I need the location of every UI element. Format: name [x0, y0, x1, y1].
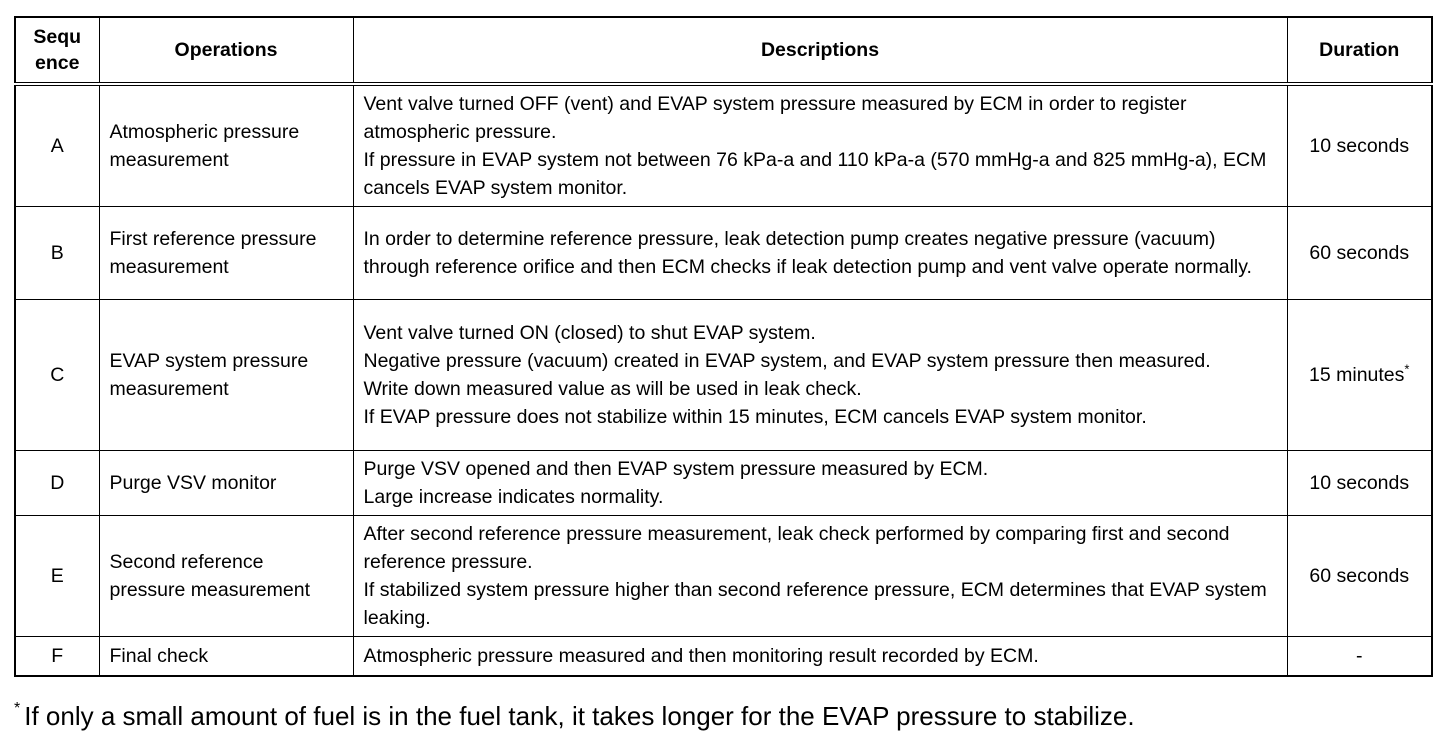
cell-duration: [1287, 207, 1432, 300]
cell-sequence: D: [15, 451, 99, 516]
description-line: Vent valve turned ON (closed) to shut EVAP system.: [363, 322, 816, 344]
duration-value: -: [1356, 645, 1363, 667]
header-sequence: [15, 17, 99, 84]
footnote: [14, 700, 1135, 732]
header-duration: Duration: [1287, 17, 1432, 84]
description-line: If pressure in EVAP system not between 76 kPa-a and 110 kPa-a (570 mmHg-a and 825 mmHg-a), ECM cancels EVAP system monitor.: [363, 149, 1267, 199]
cell-description: [353, 84, 1287, 207]
evap-monitor-table: [14, 16, 1433, 677]
cell-duration: [1287, 451, 1432, 516]
cell-description: [353, 451, 1287, 516]
description-line: Atmospheric pressure measured and then monitoring result recorded by ECM.: [363, 645, 1039, 667]
duration-value: 10 seconds: [1309, 472, 1410, 494]
description-line: In order to determine reference pressure, leak detection pump creates negative pressure (vacuum) through reference orifice and then ECM checks if leak detection pump and vent valve operate normally.: [363, 228, 1252, 278]
table-header-row: [15, 17, 1432, 84]
cell-description: [353, 300, 1287, 451]
description-line: Large increase indicates normality.: [363, 486, 664, 508]
cell-description: [353, 207, 1287, 300]
cell-description: [353, 637, 1287, 677]
table-row: [15, 300, 1432, 451]
cell-duration: [1287, 84, 1432, 207]
table-row: [15, 207, 1432, 300]
footnote-mark: *: [14, 700, 21, 717]
cell-duration: [1287, 637, 1432, 677]
evap-monitor-table-container: [14, 16, 1431, 677]
cell-description: [353, 516, 1287, 637]
duration-value: 15 minutes: [1309, 364, 1405, 386]
table-row: [15, 84, 1432, 207]
table-row: [15, 451, 1432, 516]
cell-operation: Second reference pressure measurement: [99, 516, 353, 637]
footnote-reference-mark: *: [1404, 361, 1410, 377]
cell-duration: [1287, 516, 1432, 637]
table-row: [15, 637, 1432, 677]
duration-value: 60 seconds: [1309, 565, 1410, 587]
description-line: Purge VSV opened and then EVAP system pressure measured by ECM.: [363, 458, 989, 480]
header-operations: Operations: [99, 17, 353, 84]
description-line: Write down measured value as will be used in leak check.: [363, 378, 862, 400]
description-line: If stabilized system pressure higher than second reference pressure, ECM determines that EVAP system leaking.: [363, 579, 1267, 629]
header-descriptions: Descriptions: [353, 17, 1287, 84]
duration-value: 10 seconds: [1309, 135, 1410, 157]
cell-operation: Atmospheric pressure measurement: [99, 84, 353, 207]
description-line: If EVAP pressure does not stabilize within 15 minutes, ECM cancels EVAP system monitor.: [363, 406, 1147, 428]
description-line: After second reference pressure measurement, leak check performed by comparing first and second reference pressure.: [363, 523, 1230, 573]
cell-sequence: C: [15, 300, 99, 451]
description-line: Negative pressure (vacuum) created in EVAP system, and EVAP system pressure then measured.: [363, 350, 1211, 372]
cell-sequence: B: [15, 207, 99, 300]
table-row: [15, 516, 1432, 637]
cell-operation: Purge VSV monitor: [99, 451, 353, 516]
header-sequence-label: Sequ ence: [33, 26, 82, 74]
footnote-text: If only a small amount of fuel is in the fuel tank, it takes longer for the EVAP pressure to stabilize.: [24, 701, 1135, 731]
description-line: Vent valve turned OFF (vent) and EVAP system pressure measured by ECM in order to register atmospheric pressure.: [363, 93, 1187, 143]
cell-sequence: F: [15, 637, 99, 677]
cell-duration: [1287, 300, 1432, 451]
duration-value: 60 seconds: [1309, 242, 1410, 264]
cell-operation: Final check: [99, 637, 353, 677]
cell-sequence: A: [15, 84, 99, 207]
cell-operation: EVAP system pressure measurement: [99, 300, 353, 451]
cell-sequence: E: [15, 516, 99, 637]
cell-operation: First reference pressure measurement: [99, 207, 353, 300]
